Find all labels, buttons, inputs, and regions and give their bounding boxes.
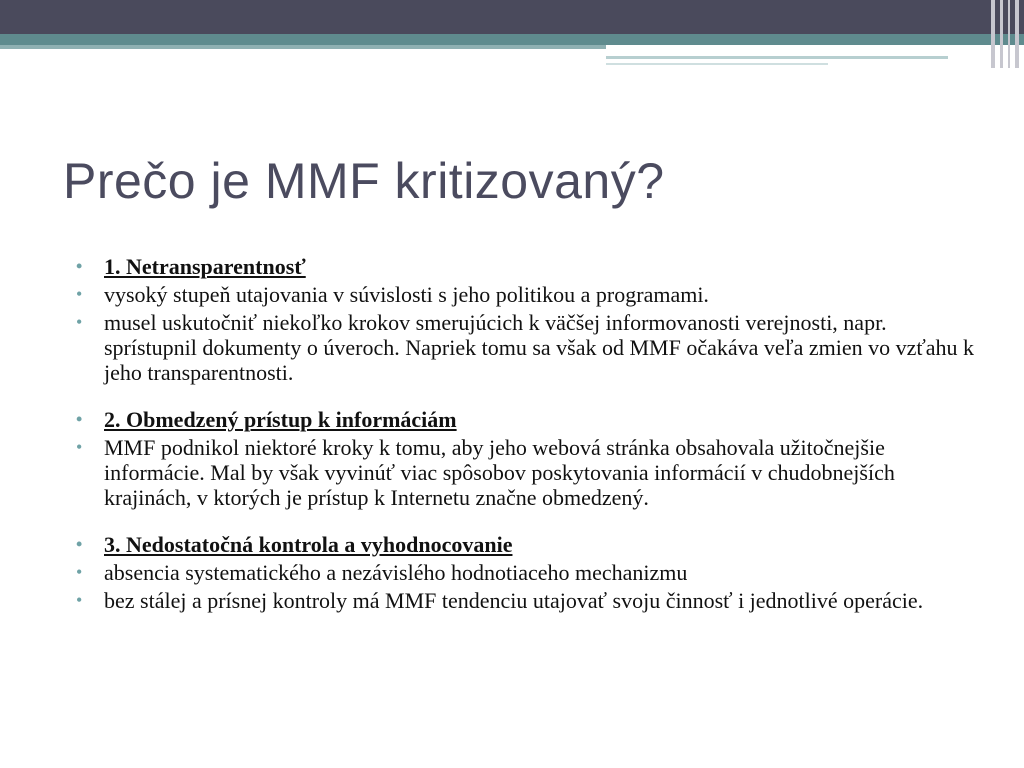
list-item-heading [76, 407, 976, 432]
list-item [76, 560, 976, 585]
decorative-stripe [1000, 0, 1003, 68]
list-item-text: MMF podnikol niektoré kroky k tomu, aby jeho webová stránka obsahovala užitočnejšie informácie. Mal by však vyvinúť viac spôsobov poskytovania informácií v chudobnejších krajinách, v ktorých je prístup k Internetu značne obmedzený. [104, 435, 895, 510]
list-item-text: bez stálej a prísnej kontroly má MMF tendenciu utajovať svoju činnosť i jednotlivé operácie. [104, 588, 924, 613]
bullet-icon: • [76, 256, 83, 276]
list-item [76, 588, 976, 613]
list-item-text: musel uskutočniť niekoľko krokov smerujúcich k väčšej informovanosti verejnosti, napr. sprístupnil dokumenty o úveroch. Napriek tomu sa však od MMF očakáva veľa zmien vo vzťahu k jeho transparentnosti. [104, 310, 975, 385]
bullet-icon: • [76, 590, 83, 610]
bullet-icon: • [76, 409, 83, 429]
list-item-text: absencia systematického a nezávislého hodnotiaceho mechanizmu [104, 560, 688, 585]
header-bar [0, 0, 1024, 34]
list-item-heading [76, 254, 976, 279]
section-heading: 3. Nedostatočná kontrola a vyhodnocovanie [104, 532, 513, 557]
bullet-icon: • [76, 437, 83, 457]
section-heading: 2. Obmedzený prístup k informáciám [104, 407, 457, 432]
bullet-list [76, 254, 976, 616]
decorative-rule [606, 63, 828, 65]
list-item [76, 435, 976, 510]
decorative-stripe [1015, 0, 1019, 68]
bullet-icon: • [76, 312, 83, 332]
slide-title: Prečo je MMF kritizovaný? [63, 153, 665, 209]
decorative-stripe [991, 0, 995, 68]
accent-stripe [0, 34, 1024, 45]
list-item [76, 310, 976, 385]
decorative-stripe [1008, 0, 1010, 68]
bullet-icon: • [76, 534, 83, 554]
accent-stripe-light [0, 45, 606, 49]
list-item-text: vysoký stupeň utajovania v súvislosti s jeho politikou a programami. [104, 282, 709, 307]
bullet-icon: • [76, 284, 83, 304]
list-item [76, 282, 976, 307]
section-heading: 1. Netransparentnosť [104, 254, 306, 279]
list-item-heading [76, 532, 976, 557]
bullet-icon: • [76, 562, 83, 582]
decorative-rule [606, 56, 948, 59]
